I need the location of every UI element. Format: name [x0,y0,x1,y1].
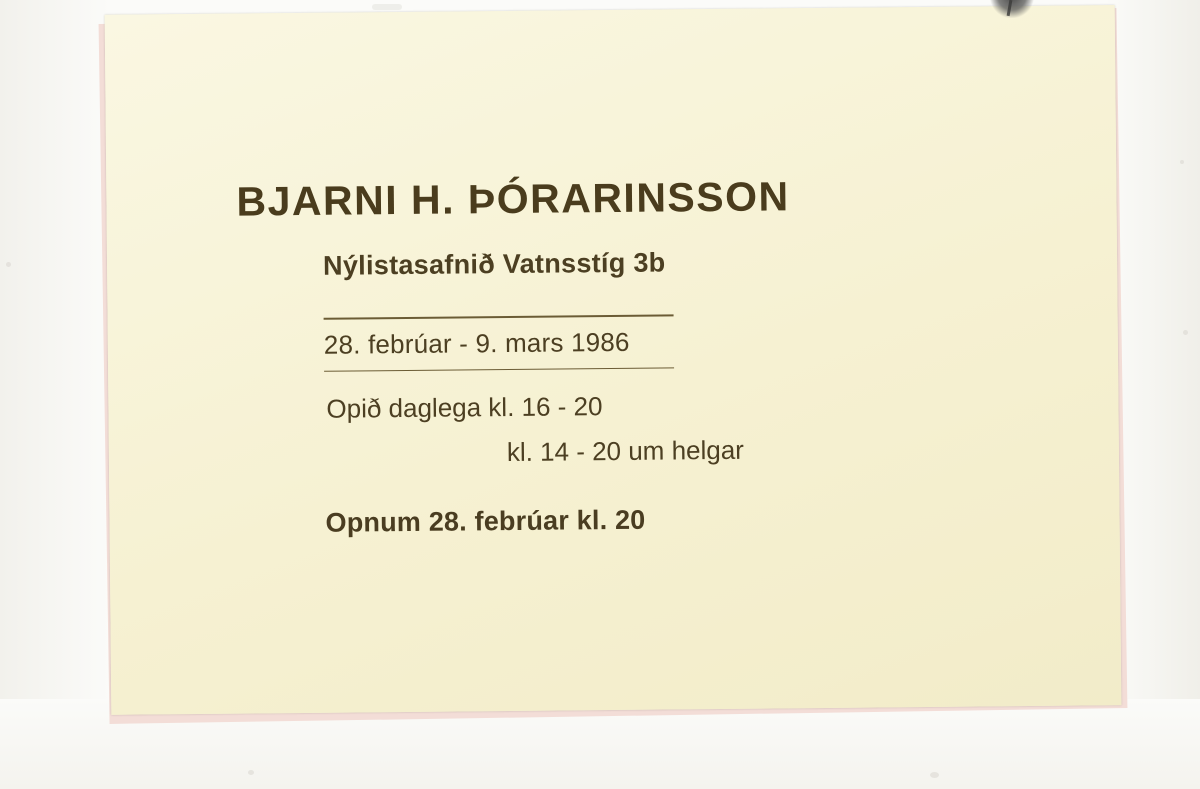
invitation-card [105,5,1122,715]
scan-speckle [248,770,254,775]
scan-speckle [1180,160,1184,164]
clip-shadow-mark [990,0,1034,18]
opening-hours-weekend: kl. 14 - 20 um helgar [506,434,745,468]
exhibition-dates: 28. febrúar - 9. mars 1986 [323,326,630,360]
venue-line: Nýlistasafnið Vatnsstíg 3b [322,247,666,281]
scan-speckle [6,262,11,267]
scan-speckle [372,4,402,10]
divider-rule-bottom [324,367,674,372]
scan-speckle [1183,330,1188,335]
scanner-edge-left [0,0,110,789]
scan-speckle [930,772,939,778]
opening-reception: Opnum 28. febrúar kl. 20 [325,504,646,538]
card-text-block [236,171,1019,539]
opening-hours-weekday: Opið daglega kl. 16 - 20 [326,391,603,424]
artist-name: BJARNI H. ÞÓRARINSSON [236,173,790,225]
divider-rule-top [324,314,674,319]
